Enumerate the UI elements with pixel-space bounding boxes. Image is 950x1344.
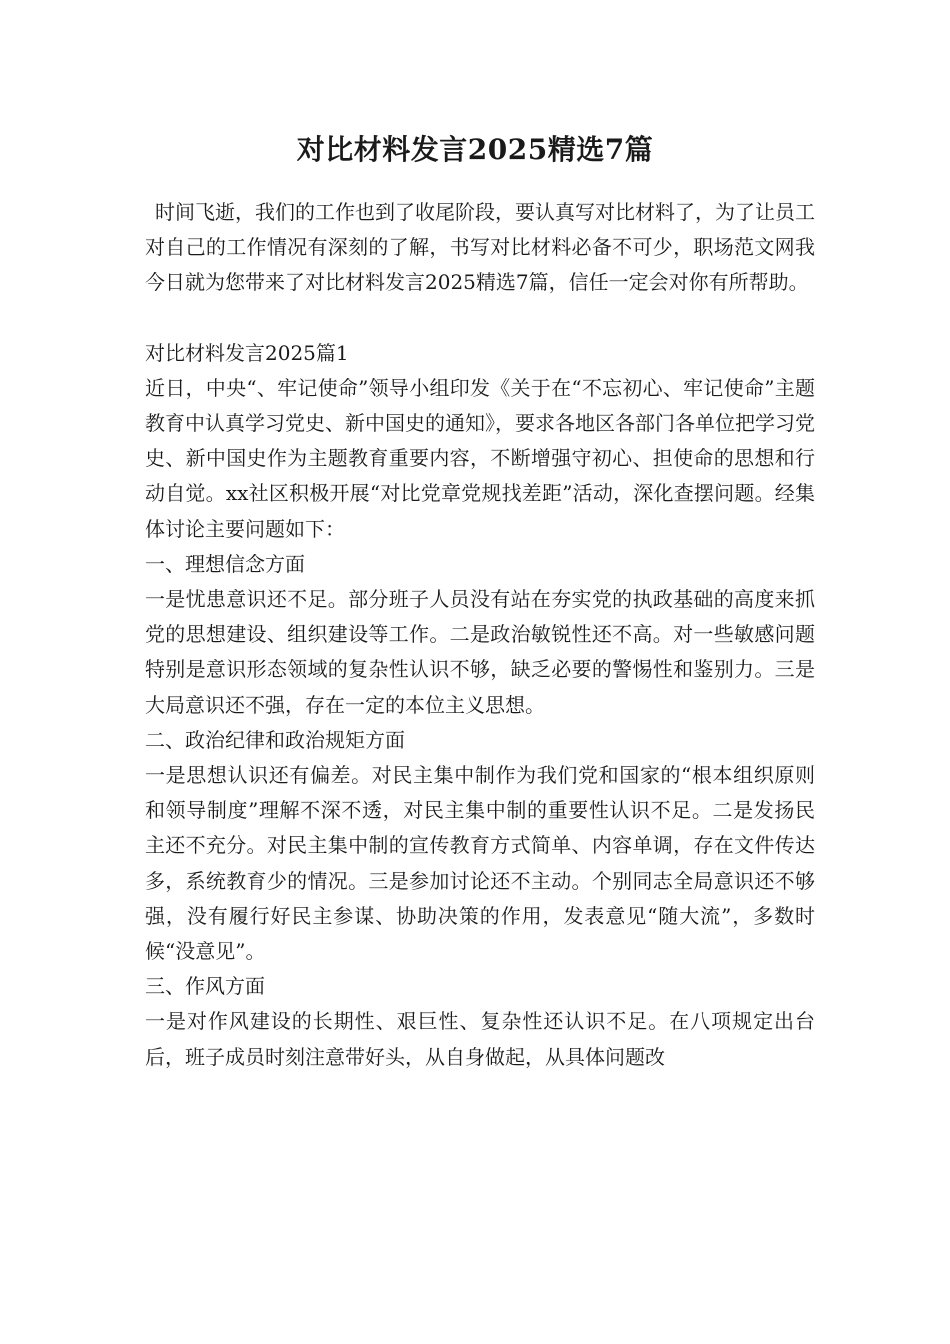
- intro-paragraph: 时间飞逝，我们的工作也到了收尾阶段，要认真写对比材料了，为了让员工对自己的工作情况有深刻的了解，书写对比材料必备不可少，职场范文网我今日就为您带来了对比材料发言2025精选7篇，信任一定会对你有所帮助。: [145, 200, 815, 295]
- subsection-heading: 二、政治纪律和政治规矩方面: [145, 727, 405, 752]
- body-paragraph: 一是思想认识还有偏差。对民主集中制作为我们党和国家的“根本组织原则和领导制度”理解不深不透，对民主集中制的重要性认识不足。二是发扬民主还不充分。对民主集中制的宣传教育方式简单、内容单调，存在文件传达多，系统教育少的情况。三是参加讨论还不主动。个别同志全局意识还不够强，没有履行好民主参谋、协助决策的作用，发表意见“随大流”，多数时候“没意见”。: [145, 763, 815, 964]
- subsection-heading: 三、作风方面: [145, 974, 265, 999]
- paragraph-spacer: [145, 301, 815, 336]
- document-title: 对比材料发言2025精选7篇: [296, 133, 654, 166]
- body-paragraph: 一是对作风建设的长期性、艰巨性、复杂性还认识不足。在八项规定出台后，班子成员时刻注意带好头，从自身做起，从具体问题改: [145, 1009, 815, 1069]
- subsection-heading: 一、理想信念方面: [145, 551, 305, 576]
- body-paragraph: 近日，中央“、牢记使命”领导小组印发《关于在“不忘初心、牢记使命”主题教育中认真学习党史、新中国史的通知》，要求各地区各部门各单位把学习党史、新中国史作为主题教育重要内容，不断增强守初心、担使命的思想和行动自觉。xx社区积极开展“对比党章党规找差距”活动，深化查摆问题。经集体讨论主要问题如下：: [145, 375, 815, 541]
- section-heading: 对比材料发言2025篇1: [145, 340, 349, 365]
- body-paragraph: 一是忧患意识还不足。部分班子人员没有站在夯实党的执政基础的高度来抓党的思想建设、组织建设等工作。二是政治敏锐性还不高。对一些敏感问题特别是意识形态领域的复杂性认识不够，缺乏必要的警惕性和鉴别力。三是大局意识还不强，存在一定的本位主义思想。: [145, 587, 815, 717]
- document-body: [145, 195, 815, 1075]
